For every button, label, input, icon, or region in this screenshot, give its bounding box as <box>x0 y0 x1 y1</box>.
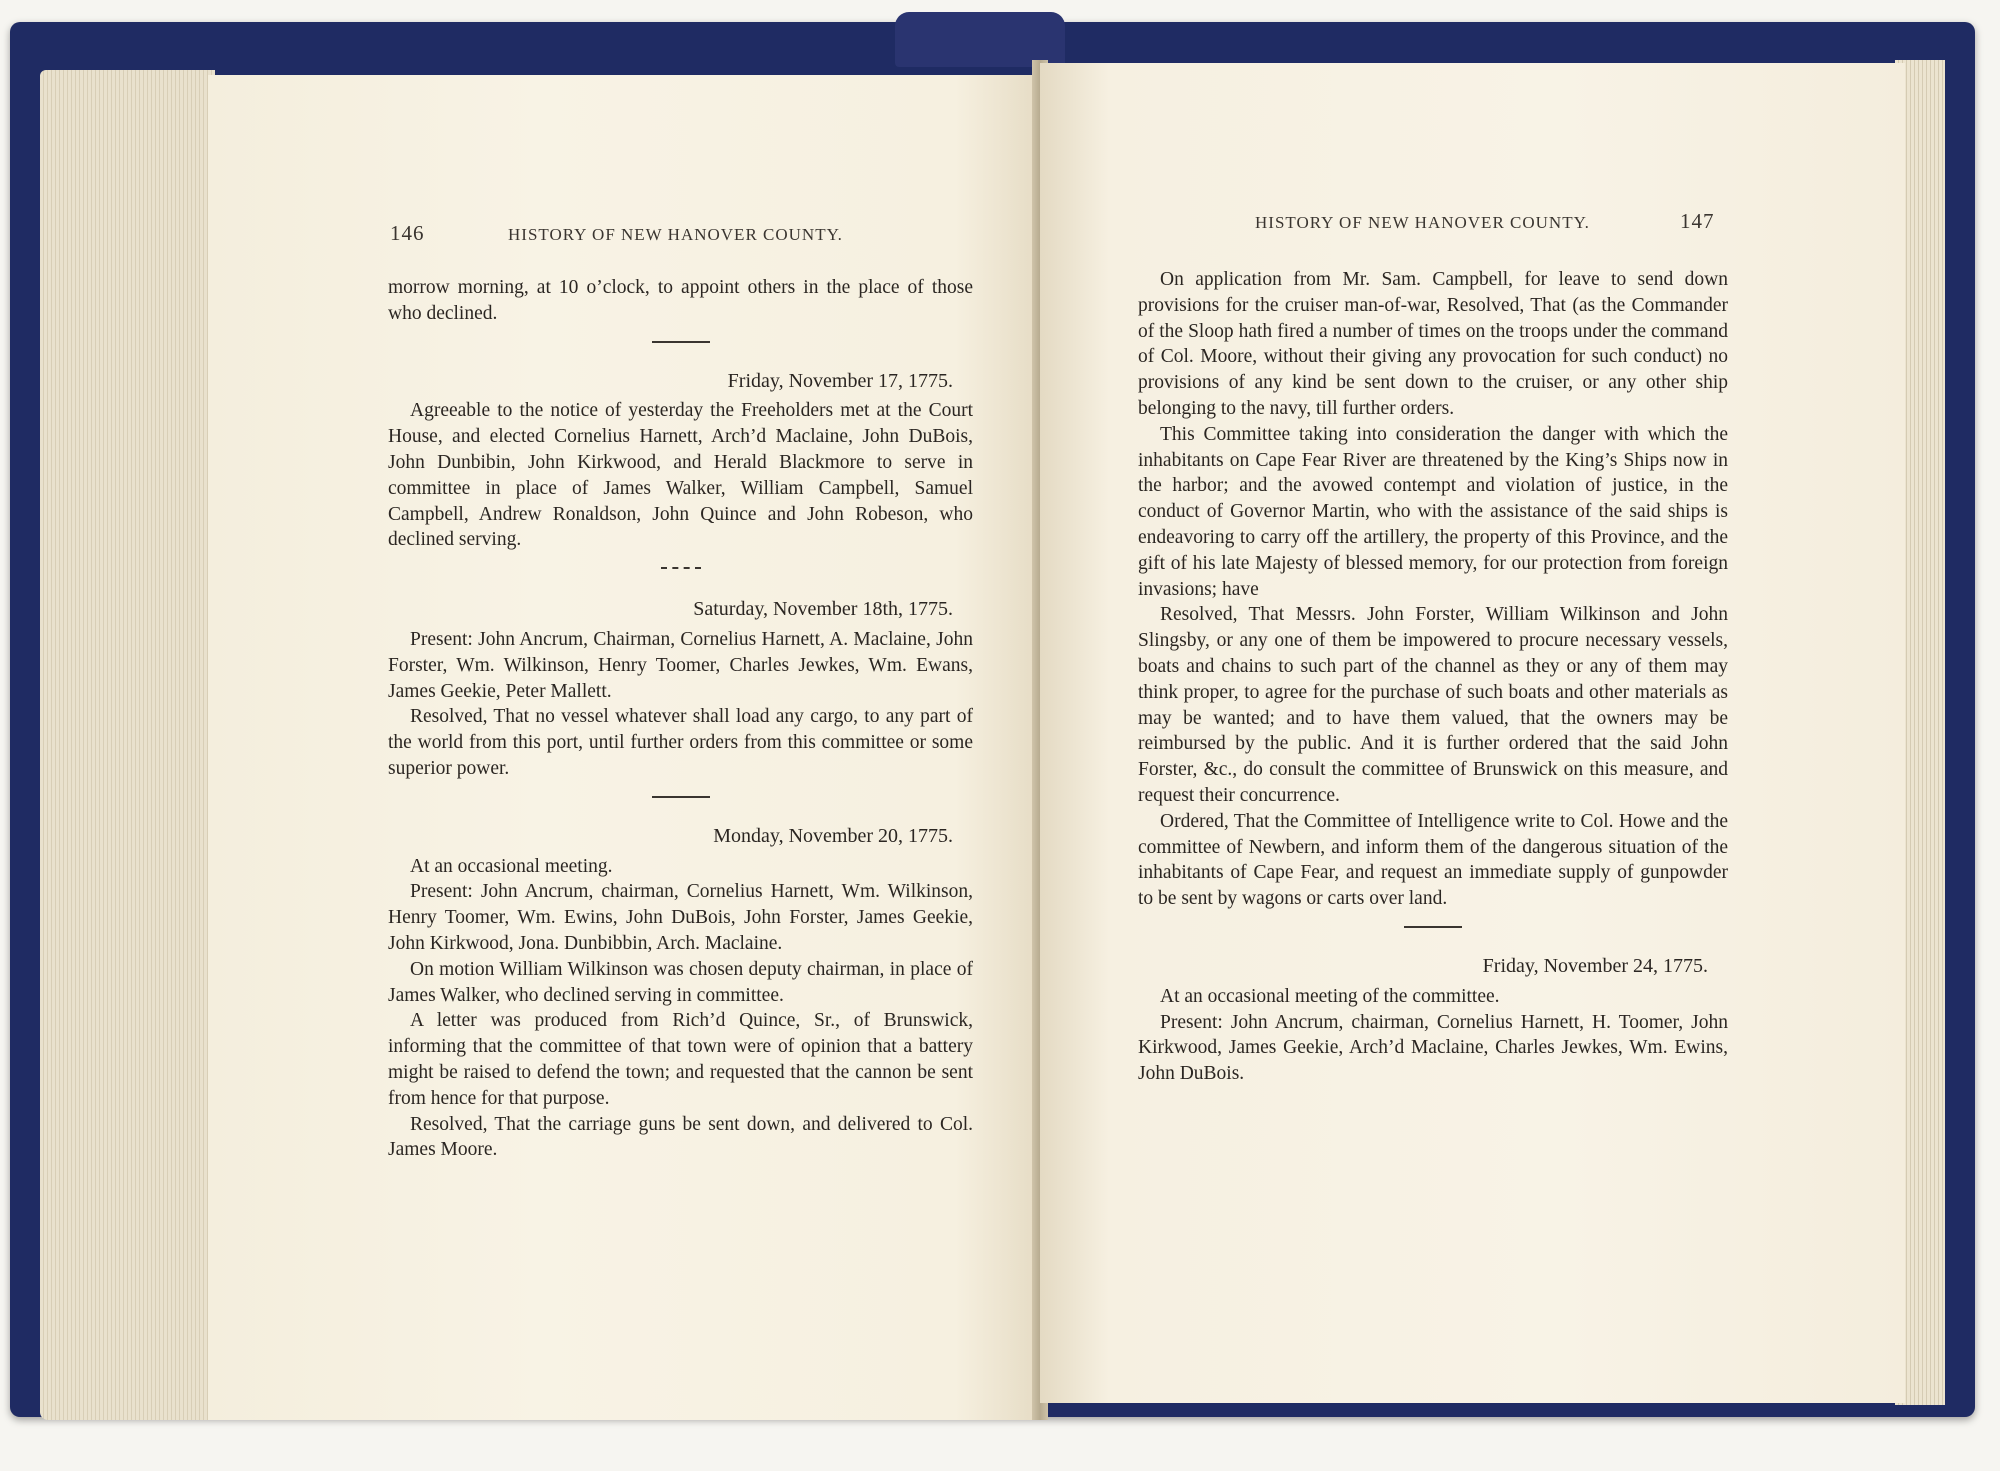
left-page-number: 146 <box>390 221 425 245</box>
paragraph: Resolved, That the carriage guns be sent down, and delivered to Col. James Moore. <box>388 1113 973 1161</box>
paragraph: A letter was produced from Rich’d Quince, Sr., of Brunswick, informing that the committee of that town were of opinion that a battery might be raised to defend the town; and requested that the cannon be sent from hence for that purpose. <box>388 1010 973 1109</box>
right-page-number: 147 <box>1680 209 1715 233</box>
section-divider <box>661 567 701 571</box>
right-body <box>1138 267 1728 1087</box>
entry-date: Saturday, November 18th, 1775. <box>693 598 953 621</box>
paragraph: Ordered, That the Committee of Intelligence write to Col. Howe and the committee of Newbern, and inform them of the dangerous situation of the inhabitants of Cape Fear, and request an immediate supply of gunpowder to be sent by wagons or carts over land. <box>1138 810 1728 910</box>
paragraph: This Committee taking into consideration the danger with which the inhabitants on Cape Fear River are threatened by the King’s Ships now in the harbor; and the avowed contempt and violation of justice, in the conduct of Governor Martin, who with the assistance of the said ships is endeavoring to carry off the artillery, the property of this Province, and the gift of his late Majesty of blessed memory, for our protection from foreign invasions; have <box>1138 423 1728 600</box>
paragraph: Present: John Ancrum, chairman, Cornelius Harnett, H. Toomer, John Kirkwood, James Geekie, Arch’d Maclaine, Charles Jewkes, Wm. Ewins, John DuBois. <box>1138 1011 1728 1085</box>
paragraph: At an occasional meeting. <box>410 855 613 877</box>
book-spine <box>895 12 1065 67</box>
section-divider <box>652 796 710 798</box>
paragraph: Agreeable to the notice of yesterday the Freeholders met at the Court House, and elected Cornelius Harnett, Arch’d Maclaine, John DuBois, John Dunbibin, John Kirkwood, and Herald Blackmore to serve in committee in place of James Walker, William Campbell, Samuel Campbell, Andrew Ronaldson, John Quince and John Robeson, who declined serving. <box>388 400 973 551</box>
paragraph: Present: John Ancrum, Chairman, Cornelius Harnett, A. Maclaine, John Forster, Wm. Wilkinson, Henry Toomer, Charles Jewkes, Wm. Ewans, James Geekie, Peter Mallett. <box>388 628 973 702</box>
paragraph: morrow morning, at 10 o’clock, to appoint others in the place of those who declined. <box>388 277 973 324</box>
page-edges-left <box>40 70 215 1420</box>
right-page <box>1040 63 1905 1403</box>
paragraph: Present: John Ancrum, chairman, Cornelius Harnett, Wm. Wilkinson, Henry Toomer, Wm. Ewins, John DuBois, John Forster, James Geekie, John Kirkwood, Jona. Dunbibbin, Arch. Maclaine. <box>388 881 973 954</box>
paragraph: Resolved, That Messrs. John Forster, William Wilkinson and John Slingsby, or any one of them be impowered to procure necessary vessels, boats and chains to such part of the channel as they or any of them may think proper, to agree for the purchase of such boats and other materials as may be wanted; and to have them valued, that the owners may be reimbursed by the public. And it is further ordered that the said John Forster, &c., do consult the committee of Brunswick on this measure, and request their concurrence. <box>1138 604 1728 806</box>
section-divider <box>652 341 710 343</box>
left-running-head <box>208 221 1038 265</box>
entry-date: Friday, November 17, 1775. <box>727 369 953 392</box>
section-divider <box>1404 926 1462 928</box>
left-body <box>388 275 973 1163</box>
entry-date: Friday, November 24, 1775. <box>1482 954 1708 977</box>
paragraph: On application from Mr. Sam. Campbell, for leave to send down provisions for the cruiser man-of-war, Resolved, That (as the Commander of the Sloop hath fired a number of times on the troops under the command of Col. Moore, without their giving any provocation for such conduct) no provisions of any kind be sent down to the cruiser, or any other ship belonging to the navy, till further orders. <box>1138 269 1728 419</box>
entry-date: Monday, November 20, 1775. <box>713 824 953 847</box>
paragraph: On motion William Wilkinson was chosen deputy chairman, in place of James Walker, who declined serving in committee. <box>388 958 973 1006</box>
left-page <box>208 75 1038 1420</box>
left-running-title: HISTORY OF NEW HANOVER COUNTY. <box>508 225 843 244</box>
paragraph: Resolved, That no vessel whatever shall load any cargo, to any part of the world from this port, until further orders from this committee or some superior power. <box>388 706 973 779</box>
right-running-title: HISTORY OF NEW HANOVER COUNTY. <box>1255 213 1590 232</box>
paragraph: At an occasional meeting of the committee. <box>1160 985 1500 1007</box>
right-running-head <box>1040 209 1905 253</box>
